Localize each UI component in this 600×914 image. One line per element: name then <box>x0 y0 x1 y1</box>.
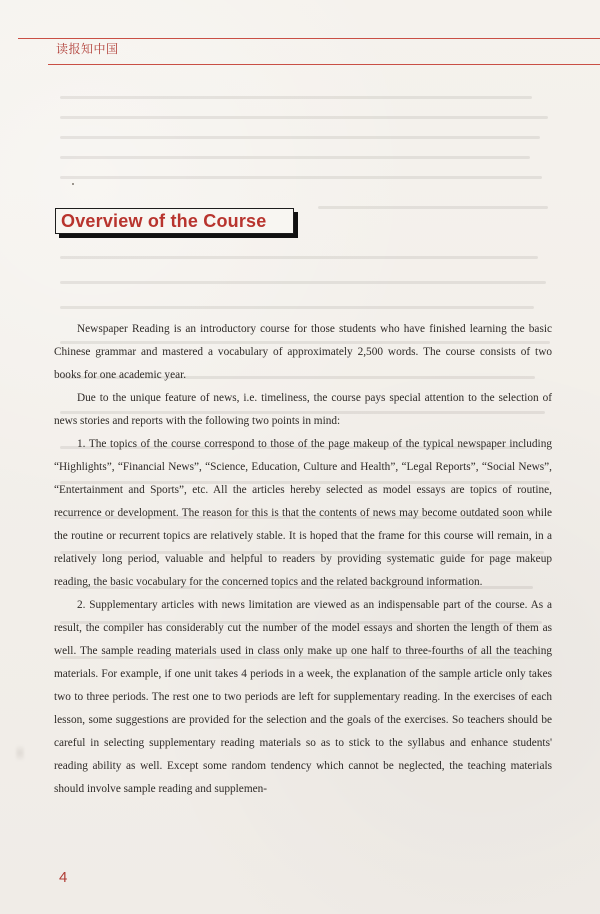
ghost-line <box>60 176 542 179</box>
body-text <box>54 318 552 801</box>
ghost-line <box>60 156 530 159</box>
paragraph-4: 2. Supplementary articles with news limitation are viewed as an indispensable part of the course. As a result, the compiler has considerably cut the number of the model essays and shorten the length of them as well. The sample reading materials used in class only make up one half to three-fourths of all the teaching materials. For example, if one unit takes 4 periods in a week, the explanation of the sample article only takes two to three periods. The rest one to two periods are left for supplementary reading. In the exercises of each lesson, some suggestions are provided for the selection and the goals of the exercises. So teachers should be careful in selecting supplementary reading materials so as to stick to the syllabus and enhance students' reading ability as well. Except some random tendency which cannot be neglected, the teaching materials should involve sample reading and supplemen- <box>54 599 552 795</box>
ghost-line <box>318 206 548 209</box>
paragraph-1: Newspaper Reading is an introductory course for those students who have finished learning the basic Chinese grammar and mastered a vocabulary of approximately 2,500 words. The course consists of two books for one academic year. <box>54 323 552 381</box>
top-decorative-rule <box>18 38 600 39</box>
paragraph-3: 1. The topics of the course correspond to those of the page makeup of the typical newspaper including “Highlights”, “Financial News”, “Science, Education, Culture and Health”, “Legal Reports”, “Social News”, “Entertainment and Sports”, etc. All the articles hereby selected as model essays are topics of routine, recurrence or development. The reason for this is that the contents of news may become outdated soon while the routine or recurrent topics are relatively stable. It is hoped that the frame for this course will remain, in a relatively long period, valuable and helpful to readers by providing systematic guide for page makeup reading, the basic vocabulary for the concerned topics and the related background information. <box>54 438 552 588</box>
ghost-line <box>60 96 532 99</box>
paragraph-2: Due to the unique feature of news, i.e. timeliness, the course pays special attention to the selection of news stories and reports with the following two points in mind: <box>54 392 552 427</box>
page-number: 4 <box>59 869 68 886</box>
small-dot-mark <box>72 183 74 185</box>
ghost-line <box>60 256 538 259</box>
paper-speck <box>16 742 24 764</box>
running-header: 读报知中国 <box>56 42 119 56</box>
ghost-line <box>60 306 534 309</box>
ghost-line <box>60 136 540 139</box>
section-heading-text: Overview of the Course <box>61 211 267 231</box>
section-heading <box>55 208 294 239</box>
header-rule <box>48 64 600 65</box>
ghost-line <box>60 116 548 119</box>
ghost-line <box>60 281 546 284</box>
section-heading-box <box>55 208 294 234</box>
